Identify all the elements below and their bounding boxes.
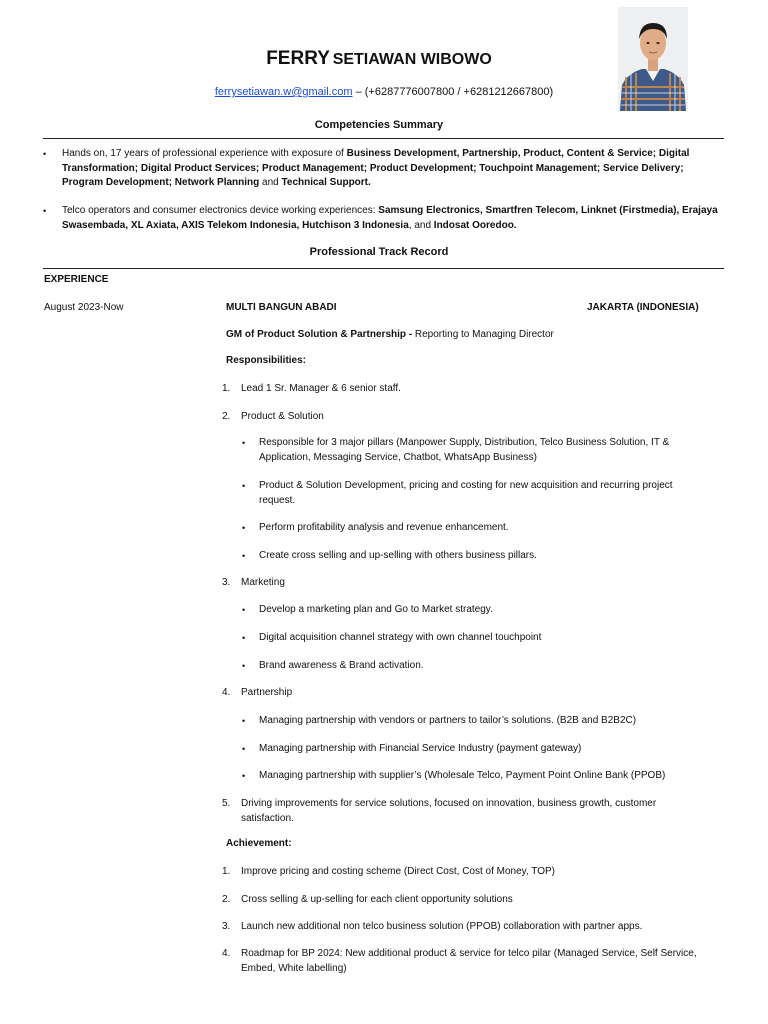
job-role: GM of Product Solution & Partnership - Reporting to Managing Director — [226, 329, 554, 340]
divider — [43, 138, 724, 139]
first-name: FERRY — [266, 48, 330, 69]
bullet-dot: • — [43, 206, 47, 216]
company-name: MULTI BANGUN ABADI — [226, 302, 337, 313]
responsibilities-label: Responsibilities: — [226, 355, 307, 366]
phone-numbers: – (+6287776007800 / +6281212667800) — [352, 86, 554, 98]
job-date: August 2023-Now — [44, 302, 124, 313]
achievement-label: Achievement: — [226, 838, 292, 849]
profile-photo — [618, 7, 688, 111]
email-link[interactable]: ferrysetiawan.w@gmail.com — [214, 86, 353, 98]
profile-photo-image — [618, 7, 688, 111]
competency-text: Hands on, 17 years of professional experience with exposure of Business Development, Partnership, Product, Content & Service; Digital Transformation; Digital Product Services; Product Management; Product Development; Touchpoint Management; Service Delivery; Program Development; Network Planning and Technical Support. — [62, 148, 690, 188]
track-record-title: Professional Track Record — [309, 246, 449, 258]
last-name: SETIAWAN WIBOWO — [332, 51, 492, 68]
bullet-dot: • — [43, 149, 47, 159]
job-location: JAKARTA (INDONESIA) — [587, 302, 699, 313]
experience-label: EXPERIENCE — [44, 274, 109, 285]
competency-text: Telco operators and consumer electronics device working experiences: Samsung Electronics, Smartfren Telecom, Linknet (Firstmedia), Erajaya Swasembada, XL Axiata, AXIS Telekom Indonesia, Hutchison 3 Indonesia, and Indosat Ooredoo. — [62, 205, 718, 231]
competencies-title: Competencies Summary — [314, 119, 444, 131]
divider — [43, 268, 724, 269]
